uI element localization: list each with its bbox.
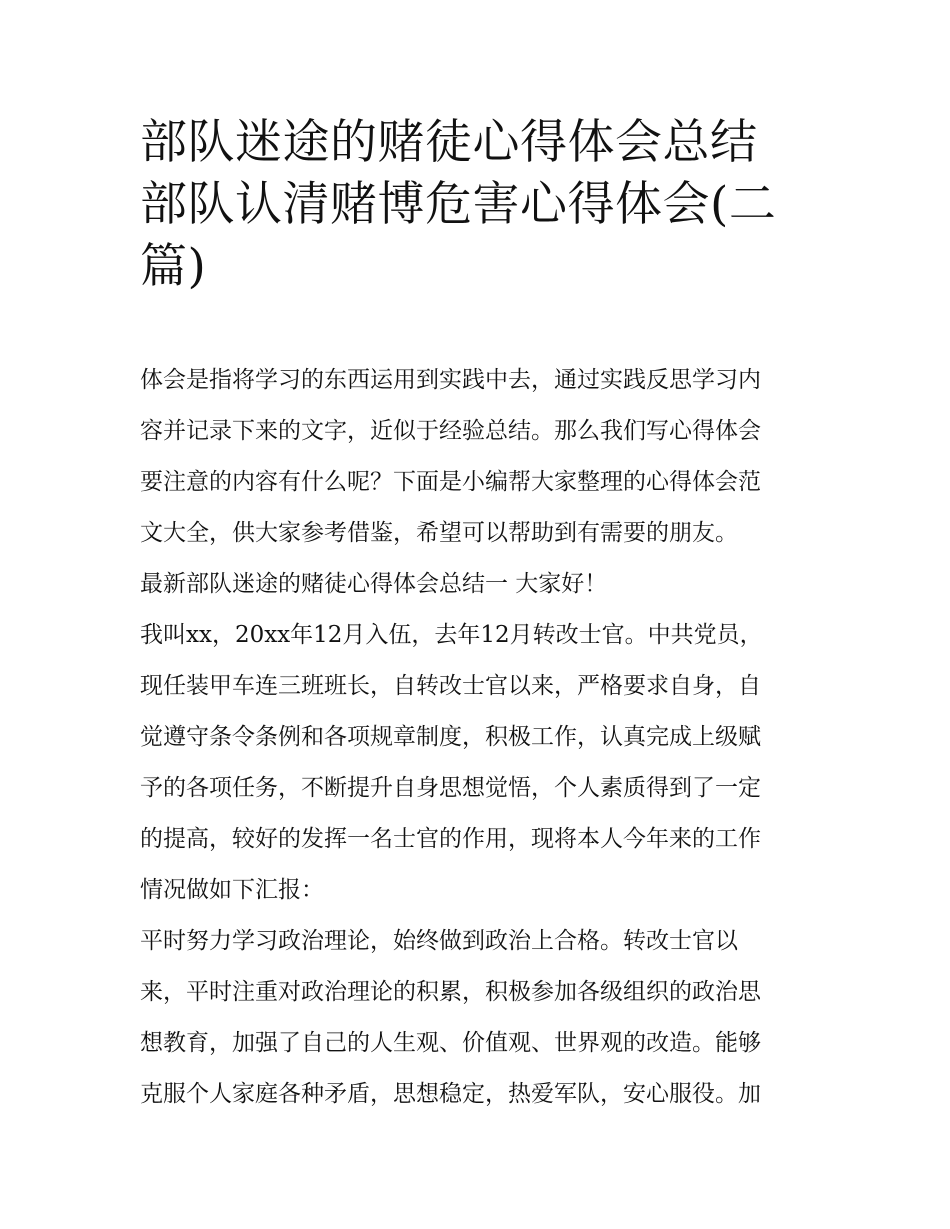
body-line: 最新部队迷途的赌徒心得体会总结一 大家好！: [140, 571, 608, 597]
body-line: 文大全，供大家参考借鉴，希望可以帮助到有需要的朋友。: [140, 520, 738, 546]
body-line: 我叫xx，20xx年12月入伍，去年12月转改士官。中共党员，: [140, 622, 763, 648]
title-line-3: 篇): [140, 239, 207, 294]
body-line: 的提高，较好的发挥一名士官的作用，现将本人今年来的工作: [140, 826, 761, 852]
body-line: 要注意的内容有什么呢？下面是小编帮大家整理的心得体会范: [140, 469, 761, 495]
body-line: 来，平时注重对政治理论的积累，积极参加各级组织的政治思: [140, 979, 761, 1005]
body-line: 平时努力学习政治理论，始终做到政治上合格。转改士官以: [140, 928, 738, 954]
document-title: [140, 112, 830, 298]
body-line: 想教育，加强了自己的人生观、价值观、世界观的改造。能够: [140, 1030, 761, 1056]
body-line: 现任装甲车连三班班长，自转改士官以来，严格要求自身，自: [140, 673, 761, 699]
body-line: 容并记录下来的文字，近似于经验总结。那么我们写心得体会: [140, 418, 761, 444]
title-line-2: 部队认清赌博危害心得体会(二: [140, 177, 777, 232]
body-line: 克服个人家庭各种矛盾，思想稳定，热爱军队，安心服役。加: [140, 1081, 761, 1107]
title-line-1: 部队迷途的赌徒心得体会总结: [140, 115, 758, 170]
document-body: [140, 355, 830, 1120]
body-line: 情况做如下汇报：: [140, 877, 324, 903]
body-line: 体会是指将学习的东西运用到实践中去，通过实践反思学习内: [140, 367, 761, 393]
body-line: 予的各项任务，不断提升自身思想觉悟，个人素质得到了一定: [140, 775, 761, 801]
body-line: 觉遵守条令条例和各项规章制度，积极工作，认真完成上级赋: [140, 724, 761, 750]
